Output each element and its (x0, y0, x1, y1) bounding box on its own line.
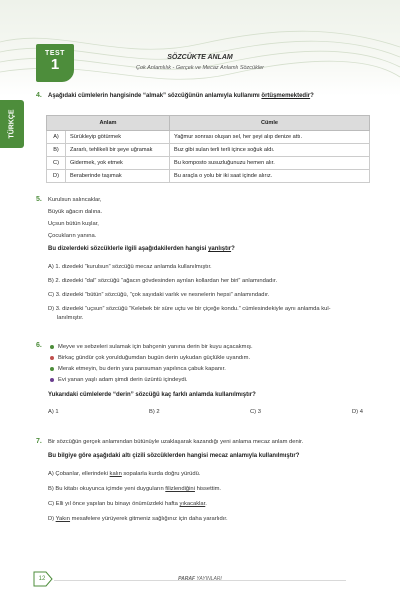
row-sentence: Bu komposto susuzluğunuzu hemen alır. (170, 157, 370, 170)
option-a[interactable] (48, 470, 200, 480)
row-meaning: Sürükleyip götürmek (66, 131, 170, 144)
option-b[interactable]: B) 2 (149, 409, 160, 415)
option-text: C) Elli yıl önce yapılan bu binayı önümüzdeki hafta (48, 501, 180, 507)
poem-line: Kurulsun salıncaklar, (48, 197, 102, 203)
option-b[interactable]: B) 2. dizedeki “dal” sözcüğü “ağacın gövdesinden ayrılan kollardan her biri” anlamındadır. (48, 278, 278, 284)
question-4-stem-end: ? (310, 93, 314, 99)
option-text: . (205, 501, 207, 507)
option-b[interactable] (48, 485, 221, 495)
option-d-continued: lanılmıştır. (57, 315, 84, 321)
bullet-dot (50, 345, 54, 349)
publisher-suffix: YAYINLARI (195, 576, 222, 582)
underlined-word: kalın (109, 471, 122, 477)
question-4-stem-emphasis: örtüşmemektedir (261, 93, 311, 99)
question-7-stem: Bu bilgiye göre aşağıdaki altı çizili sözcüklerden hangisi mecaz anlamıyla kullanılmıştır? (48, 453, 300, 459)
underlined-word: filizlendiğini (165, 486, 195, 492)
row-sentence: Yağmur sonrası oluşan sel, her şeyi alıp denize attı. (170, 131, 370, 144)
option-text: hissettim. (194, 486, 222, 492)
question-7-intro: Bir sözcüğün gerçek anlamından bütünüyle uzaklaşarak kazandığı yeni anlama mecaz anlam denir. (48, 439, 304, 445)
question-6-number: 6. (36, 342, 42, 349)
option-c[interactable]: C) 3. dizedeki “bütün” sözcüğü, “çok sayıdaki varlık ve nesnelerin hepsi” anlamındadır. (48, 292, 270, 298)
question-4-number: 4. (36, 92, 42, 99)
option-a[interactable]: A) 1 (48, 409, 59, 415)
poem-line: Uçsun bütün kuşlar, (48, 221, 99, 227)
underlined-word: Yakın (55, 516, 71, 522)
page-number: 12 (38, 576, 46, 582)
option-text: D) (48, 516, 56, 522)
column-header-sentence: Cümle (170, 116, 370, 131)
test-number: 1 (50, 56, 60, 73)
bullet-dot (50, 367, 54, 371)
question-5-stem-emphasis: yanlıştır (208, 246, 232, 252)
table-header-row (47, 116, 370, 131)
question-4-stem (48, 91, 378, 101)
table-row (47, 131, 370, 144)
option-text: A) Çobanlar, ellerindeki (48, 471, 110, 477)
sentence-item: Birkaç gündür çok yorulduğumdan bugün derin uykudan güçlükle uyandım. (58, 355, 251, 361)
row-key: A) (47, 131, 66, 144)
row-sentence: Bu araçla o yolu bir iki saat içinde alırız. (170, 170, 370, 183)
question-4-stem-text: Aşağıdaki cümlelerin hangisinde “almak” sözcüğünün anlamıyla kullanımı (48, 93, 262, 99)
option-a[interactable]: A) 1. dizedeki “kurulsun” sözcüğü mecaz anlamda kullanılmıştır. (48, 264, 212, 270)
question-5-stem (48, 244, 378, 254)
sentence-item: Evi yanan yaşlı adam şimdi derin üzüntü içindeydi. (58, 377, 188, 383)
poem-line: Çocukların yanına. (48, 233, 97, 239)
question-5-stem-text: Bu dizelerdeki sözcüklerle ilgili aşağıdakilerden hangisi (48, 246, 209, 252)
test-label: TEST (45, 50, 65, 57)
subject-tab-label: TÜRKÇE (8, 109, 16, 139)
option-d[interactable]: D) 3. dizedeki “uçsun” sözcüğü “Kelebek bir süre uçtu ve bir çiçeğe kondu.” cümlesindekiyle aynı anlamda kul- (48, 306, 331, 312)
row-meaning: Beraberinde taşımak (66, 170, 170, 183)
option-text: sopalarla kurda doğru yürüdü. (121, 471, 201, 477)
question-7-number: 7. (36, 438, 42, 445)
row-key: D) (47, 170, 66, 183)
question-5-number: 5. (36, 196, 42, 203)
row-sentence: Buz gibi sulan terli terli içince soğuk aldı. (170, 144, 370, 157)
row-key: C) (47, 157, 66, 170)
subject-tab (0, 100, 24, 148)
poem-line: Büyük ağacın dalına. (48, 209, 103, 215)
row-meaning: Gidermek, yok etmek (66, 157, 170, 170)
underlined-word: yıkacaklar (179, 501, 206, 507)
question-6-stem: Yukarıdaki cümlelerde “derin” sözcüğü kaç farklı anlamda kullanılmıştır? (48, 392, 256, 398)
sentence-item: Merak etmeyin, bu derin yara pansuman yapılınca çabuk kapanır. (58, 366, 226, 372)
test-badge (36, 44, 74, 82)
page-subtitle: Çok Anlamlılık - Gerçek ve Mecaz Anlamlı Sözcükler (136, 65, 264, 71)
option-text: mesafelere yürüyerek gitmeniz sağlığınız için daha yararlıdır. (70, 516, 228, 522)
publisher-brand (0, 576, 400, 582)
row-meaning: Zararlı, tehlikeli bir şeye uğramak (66, 144, 170, 157)
page-title: SÖZCÜKTE ANLAM (167, 54, 233, 61)
option-c[interactable]: C) 3 (250, 409, 261, 415)
option-d[interactable]: D) 4 (352, 409, 363, 415)
option-c[interactable] (48, 500, 207, 510)
column-header-meaning: Anlam (47, 116, 170, 131)
sentence-item: Meyve ve sebzeleri sulamak için bahçenin yanına derin bir kuyu açacakmış. (58, 344, 253, 350)
option-d[interactable] (48, 515, 228, 525)
row-key: B) (47, 144, 66, 157)
table-row (47, 170, 370, 183)
table-row (47, 157, 370, 170)
publisher-name: PARAF (178, 576, 196, 582)
option-text: B) Bu kitabı okuyunca içimde yeni duyguların (48, 486, 166, 492)
bullet-dot (50, 356, 54, 360)
question-5-stem-end: ? (231, 246, 235, 252)
bullet-dot (50, 378, 54, 382)
meaning-table (46, 115, 370, 183)
table-row (47, 144, 370, 157)
